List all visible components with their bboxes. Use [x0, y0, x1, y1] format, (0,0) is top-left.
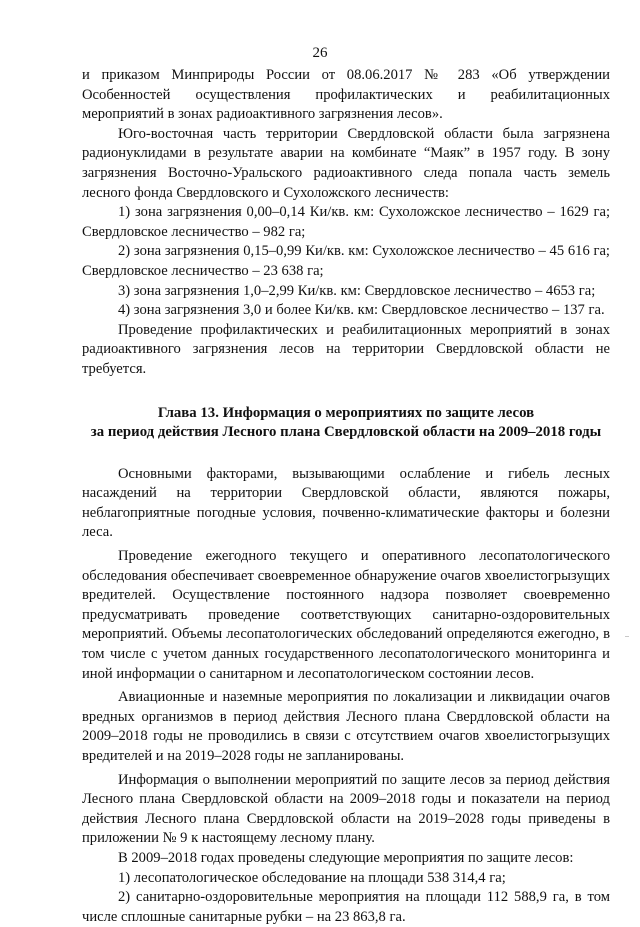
document-body	[82, 66, 610, 927]
list-item: 3) зона загрязнения 1,0–2,99 Ки/кв. км: Свердловское лесничество – 4653 га;	[118, 282, 596, 299]
chapter-heading-line: за период действия Лесного плана Свердловской области на 2009–2018 годы	[90, 424, 602, 441]
list-item: 1) лесопатологическое обследование на площади 538 314,4 га;	[118, 869, 506, 886]
list-item: 2) зона загрязнения 0,15–0,99 Ки/кв. км: Сухоложское лесничество – 45 616 га; Свердловское лесничество – 23 638 га;	[82, 243, 610, 279]
page-number: 26	[312, 45, 328, 61]
paragraph: Проведение профилактических и реабилитационных мероприятий в зонах радиоактивного загрязнения лесов на территории Свердловской области не требуется.	[82, 321, 610, 377]
paragraph: Проведение ежегодного текущего и оперативного лесопатологического обследования обеспечивает своевременное обнаружение очагов хвоелистогрызущих вредителей. Осуществление постоянного надзора позволяет своевременно предусматривать проведение соответствующих санитарно-оздоровительных мероприятий. Объемы лесопатологических обследований определяются ежегодно, в том числе с учетом данных государственного лесопатологического мониторинга и иной информации о санитарном и лесопатологическом состоянии лесов.	[82, 548, 610, 682]
chapter-heading-line: Глава 13. Информация о мероприятиях по защите лесов	[157, 404, 535, 421]
paragraph: Авиационные и наземные мероприятия по локализации и ликвидации очагов вредных организмов в период действия Лесного плана Свердловской области на 2009–2018 годы не проводились в связи с отсутствием очагов хвоелистогрызущих вредителей и на 2019–2028 годы не запланированы.	[82, 689, 610, 764]
paragraph: Юго-восточная часть территории Свердловской области была загрязнена радионуклидами в результате аварии на комбинате “Маяк” в 1957 году. В зону загрязнения Восточно-Уральского радиоактивного следа попала часть земель лесного фонда Свердловского и Сухоложского лесничеств:	[82, 125, 610, 201]
list-item: 2) санитарно-оздоровительные мероприятия на площади 112 588,9 га, в том числе сплошные санитарные рубки – на 23 863,8 га.	[82, 889, 610, 925]
list-item: 4) зона загрязнения 3,0 и более Ки/кв. км: Свердловское лесничество – 137 га.	[118, 302, 605, 319]
paragraph: и приказом Минприроды России от 08.06.2017 № 283 «Об утверждении Особенностей осуществления профилактических и реабилитационных мероприятий в зонах радиоактивного загрязнения лесов».	[82, 67, 610, 123]
chapter-heading	[82, 404, 610, 443]
paragraph: Информация о выполнении мероприятий по защите лесов за период действия Лесного плана Свердловской области на 2009–2018 годы и показатели на период действия Лесного плана Свердловской области на 2019–2028 годы приведены в приложении № 9 к настоящему лесному плану.	[82, 771, 610, 847]
scan-speck	[625, 636, 629, 637]
paragraph: В 2009–2018 годах проведены следующие мероприятия по защите лесов:	[118, 849, 574, 866]
list-item: 1) зона загрязнения 0,00–0,14 Ки/кв. км: Сухоложское лесничество – 1629 га; Свердловское лесничество – 982 га;	[82, 204, 610, 240]
paragraph: Основными факторами, вызывающими ослабление и гибель лесных насаждений на территории Свердловской области, являются пожары, неблагоприятные погодные условия, почвенно-климатические факторы и болезни леса.	[82, 465, 610, 541]
